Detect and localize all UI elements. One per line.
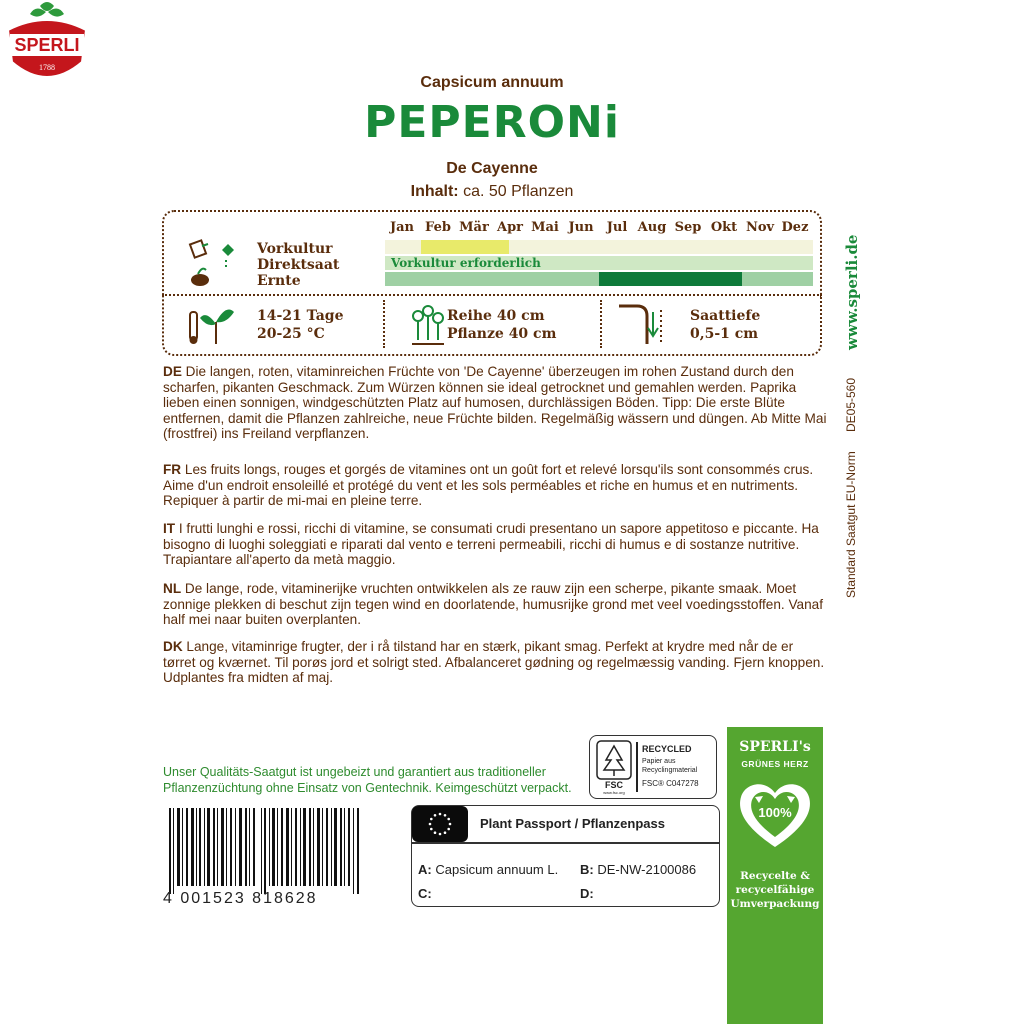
divider [383,300,385,348]
month-label: Jun [568,220,594,235]
content-value: ca. 50 Pflanzen [463,183,574,200]
fsc-line2: Recyclingmaterial [642,767,698,774]
paragraph-text: I frutti lunghi e rossi, ricchi di vitamine, se consumati crudi presentano un sapore appetitoso e piccante. Ha bisogno di luoghi soleggiati e riparati dal vento e terreni permeabili, ricchi di humus e di sostanze nutritive. Trapiantare all'aperto da metà maggio. [163,521,819,567]
ernte-bar [385,272,813,286]
logo-year: 1788 [39,63,55,72]
month-label: Mär [459,220,489,235]
plant-spacing: Pflanze 40 cm [447,326,557,342]
ernte-period [599,272,742,286]
quality-line: Pflanzenzüchtung ohne Einsatz von Gentechnik. Keimgeschützt verpackt. [163,781,572,795]
paragraph-text: Les fruits longs, rouges et gorgés de vitamines ont un goût fort et relevé lorsqu'ils sont consommés crus. Aime d'un endroit ensoleillé et protégé du vent et les sols perméables et riche en humus et en nutriments. Repiquer à partir de mi-mai en pleine terre. [163,462,814,508]
barcode-digits: 4 001523 818628 [163,890,318,907]
lang-code: DE [163,364,182,379]
spacing-icon [408,300,448,348]
website-url: www.sperli.de [843,234,861,350]
latin-name: Capsicum annuum [420,74,564,91]
passport-c-label: C: [418,886,432,901]
germination-temperature: 20-25 °C [257,326,325,342]
description-fr [163,462,827,509]
row-label-direktsaat: Direktsaat [257,257,340,273]
lang-code: NL [163,581,182,596]
month-label: Nov [745,220,775,235]
month-label: Sep [674,220,702,235]
vorkultur-period [421,240,509,254]
content-label: Inhalt: [410,183,459,200]
paragraph-text: De lange, rode, vitaminerijke vruchten ontwikkelen als ze rauw zijn een scherpe, pikante smaak. Moet zonnige plekken di beschut zijn tegen wind en doorlatende, humusrijke grond met veel voedingsstoffen. Vanaf half mei naar buiten overplanten. [163,581,823,627]
divider [600,300,602,348]
fsc-logo-text: FSC [605,780,623,790]
germination-icon [186,300,238,348]
description-dk [163,639,827,686]
description-it [163,521,827,568]
quality-note [163,764,583,796]
website-text [838,222,864,352]
sowing-depth-value: 0,5-1 cm [690,326,759,342]
product-code-text: DE05-560 [844,377,858,432]
direktsaat-note: Vorkultur erforderlich [391,256,541,270]
fsc-recycled: RECYCLED [642,744,692,754]
month-label: Mai [531,220,559,235]
barcode [163,808,369,894]
lang-code: FR [163,462,182,477]
month-label: Okt [710,220,738,235]
sowing-depth-label: Saattiefe [690,308,761,324]
description-nl [163,581,827,628]
badge-line: recycelfähige [735,884,815,896]
description-de [163,364,827,442]
eu-flag-icon [412,806,468,842]
germination-days: 14-21 Tage [257,308,344,324]
paragraph-text: Die langen, roten, vitaminreichen Früchte von 'De Cayenne' überzeugen im rohen Zustand durch den scharfen, pikanten Geschmack. Zum Würzen können sie ideal getrocknet und gemahlen werden. Paprika lieben einen sonnigen, windgeschützten Platz auf humosen, durchlässigen Böden. Tipp: Die erste Blüte entfernen, damit die Pflanzen zahlreiche, neue Früchte bilden. Regelmäßig wässern und düngen. Ab Mitte Mai (frostfrei) ins Freiland verpflanzen. [163,364,827,441]
seed-packet-icon [186,236,240,290]
passport-b-label: B: [580,862,594,877]
green-heart-badge [727,727,823,1024]
badge-subtitle: GRÜNES HERZ [741,759,809,769]
standard-note-text: Standard Saatgut EU-Norm [844,451,858,598]
heart-recycle-icon [735,777,815,851]
sperli-logo [0,0,94,86]
month-label: Apr [496,220,524,235]
row-label-vorkultur: Vorkultur [257,241,333,257]
passport-b-value: DE-NW-2100086 [597,862,697,877]
product-title: PEPERONi [364,97,620,148]
plant-passport [411,805,720,907]
fsc-tree-icon [596,740,632,792]
month-label: Feb [425,220,451,235]
row-spacing: Reihe 40 cm [447,308,545,324]
badge-caption [727,869,823,911]
variety-name: De Cayenne [446,160,538,177]
badge-title: SPERLI's [739,739,811,755]
sowing-depth-icon [617,300,667,348]
passport-title: Plant Passport / Pflanzenpass [480,816,665,831]
badge-line: Umverpackung [730,898,820,910]
fsc-line1: Papier aus [642,758,676,765]
badge-line: Recycelte & [740,870,810,882]
lang-code: IT [163,521,176,536]
vorkultur-bar [385,240,813,254]
fsc-label [589,735,717,799]
direktsaat-bar [385,256,813,270]
fsc-url: www.fsc.org [603,790,625,795]
month-label: Jul [606,220,628,235]
logo-brand-text: SPERLI [14,35,80,55]
passport-d-label: D: [580,886,594,901]
standard-note [840,440,862,600]
product-code [840,362,862,434]
month-label: Jan [389,220,415,235]
paragraph-text: Lange, vitaminrige frugter, der i rå tilstand har en stærk, pikant smag. Perfekt at krydre med når de er tørret og kværnet. Til porøs jord et solrigt sted. Afbalanceret gødning og regelmæssig vanding. Fjern knoppen. Udplantes fra midten af maj. [163,639,825,685]
fsc-code: FSC® C047278 [642,779,699,788]
content-line [300,183,684,201]
passport-a-value: Capsicum annuum L. [435,862,559,877]
lang-code: DK [163,639,183,654]
month-label: Aug [637,220,667,235]
month-label: Dez [781,220,809,235]
badge-percent: 100% [758,805,792,820]
row-label-ernte: Ernte [257,273,301,289]
quality-line: Unser Qualitäts-Saatgut ist ungebeizt und garantiert aus traditioneller [163,765,546,779]
passport-a-label: A: [418,862,432,877]
